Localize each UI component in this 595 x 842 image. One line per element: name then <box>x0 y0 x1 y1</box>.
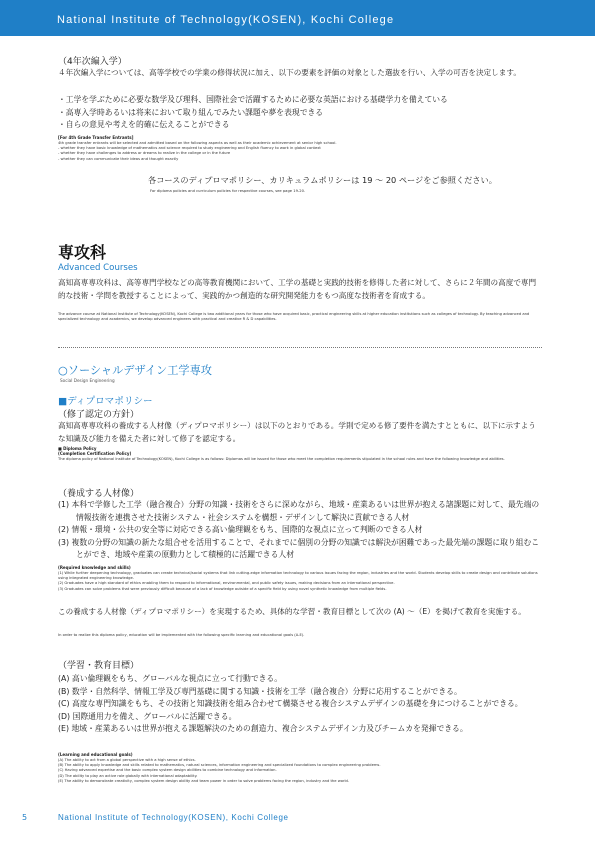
human-en-list <box>58 571 542 592</box>
list-item: (3) 複数の分野の知識の新たな組合せを活用することで、それまでに個別の分野の知識では解決が困難であった最先端の課題に取り組むことができ、地域や産業の原動力として積極的に活躍できる人材 <box>58 537 540 560</box>
human-conclusion: この養成する人材像（ディプロマポリシー）を実現するため、具体的な学習・教育目標として次の (A) 〜（E）を掲げて教育を実施する。 <box>58 607 526 616</box>
list-item: ・自らの意見や考えを的確に伝えることができる <box>58 120 230 130</box>
transfer-en-heading: [For 4th Grade Transfer Entrants] <box>58 135 134 140</box>
list-item: (3) Graduates can solve problems that were previously difficult because of a lack of knowledge outside of a specific field by using novel synthetic knowledge from multiple fields. <box>58 586 387 591</box>
text-line: - whether they can communicate their ideas and thought exactly <box>58 156 179 161</box>
advanced-subtitle: Advanced Courses <box>58 263 138 273</box>
goals-en-list <box>58 758 542 784</box>
footer-title: National Institute of Technology(KOSEN), Kochi College <box>58 813 289 822</box>
list-item: (C) 高度な専門知識をもち、その技術と知識技術を組み合わせて構築させる複合システムデザインの基礎を身につけることができる。 <box>58 699 523 709</box>
text-line: - whether they have challenges to address or dreams to realize in the college or in the future <box>58 151 231 156</box>
list-item: (E) 地域・産業あるいは世界が抱える課題解決のための創造力、複合システムデザイン力及びチームカを発揮できる。 <box>58 724 468 734</box>
list-item: ・高専入学時あるいは将来において取り組んでみたい課題や夢を表現できる <box>58 107 324 117</box>
policy-reference-en: For diploma policies and curriculum policies for respective courses, see page 19-20. <box>150 189 306 193</box>
list-item: (B) 数学・自然科学、情報工学及び専門基礎に関する知識・技術を工学（融合複合）分野に応用することができる。 <box>58 686 462 696</box>
diploma-text: 高知高専専攻科の養成する人材像（ディプロマポリシー）は以下のとおりである。学則で定める修了要件を満たすとともに、以下に示すような知識及び能力を備えた者に対して修了を認定する。 <box>58 421 536 443</box>
list-item: (A) 高い倫理観をもち、グローバルな視点に立って行動できる。 <box>58 674 283 683</box>
advanced-description: 高知高専専攻科は、高等専門学校などの高等教育機関において、工学の基礎と実践的技術を修得した者に対して、さらに２年間の高度で専門的な技術・学問を教授することによって、実践的かつ創造的な研究開発能力をもつ高度な技術者を育成する。 <box>58 278 537 300</box>
text-line: 4th grade transfer entrants will be selected and admitted based on the following aspects as well as their academic achievement at senior high school. <box>58 141 337 145</box>
divider <box>58 347 542 348</box>
dept-subtitle: Social Design Engineering <box>60 378 115 383</box>
list-item: (1) While further deepening technology, graduates can create technical/social systems that link cutting-edge information technology to various issues facing the region, industries and the world. Students develop skills to create design and contribute solutions using integrated engineering knowledge. <box>58 571 538 581</box>
list-item: (A) The ability to act from a global perspective with a high sense of ethics. <box>58 758 196 762</box>
goals-list <box>58 673 542 736</box>
header-title: National Institute of Technology(KOSEN), Kochi College <box>57 14 395 26</box>
diploma-subheading: （修了認定の方針） <box>58 410 140 420</box>
transfer-intro: ４年次編入学については、高等学校での学業の修得状況に加え、以下の要素を評価の対象とした選抜を行い、入学の可否を決定します。 <box>58 68 521 77</box>
list-item: ・工学を学ぶために必要な数学及び理科、国際社会で活躍するために必要な英語における基礎学力を備えている <box>58 95 448 104</box>
diploma-en-heading: ■ Diploma Policy <box>58 446 97 451</box>
policy-reference: 各コースのディプロマポリシー、カリキュラムポリシーは 19 〜 20 ページをご参照ください。 <box>148 175 497 185</box>
transfer-en-list <box>58 141 542 162</box>
text-line: - whether they have basic knowledge of mathematics and science required to study engineering and English fluency to work in global context <box>58 146 321 151</box>
page-number: 5 <box>22 813 28 822</box>
transfer-bullets <box>58 94 542 132</box>
diploma-text-en: The diploma policy of National Institute of Technology(KOSEN), Kochi College is as follows: Diplomas will be issued for those who meet the completion requirements stipulated in the school rules and have the following knowledge and abilities. <box>58 457 505 461</box>
list-item: (B) The ability to apply knowledge and skills related to mathematics, natural sciences, information engineering and specialized foundations to complex engineering problems. <box>58 763 381 768</box>
diploma-en-subheading: (Completion Certification Policy) <box>58 451 132 456</box>
list-item: (D) 国際通用力を備え、グローバルに活躍できる。 <box>58 711 237 721</box>
list-item: (2) Graduates have a high standard of ethics enabling them to respond to informational, environmental, and public safety issues, making decisions from an international perspective. <box>58 581 395 586</box>
human-en-heading: (Required knowledge and skills) <box>58 565 131 570</box>
transfer-heading: （4年次編入学） <box>58 57 127 67</box>
header-bar <box>0 0 595 36</box>
diploma-heading: ■ディプロマポリシー <box>58 396 153 407</box>
dept-title: ○ソーシャルデザイン工学専攻 <box>58 364 212 377</box>
list-item: (E) The ability to demonstrate creativity, complex system design ability and team power in order to solve problems facing the region, industry and the world. <box>58 778 350 783</box>
list-item: (1) 本科で学修した工学（融合複合）分野の知識・技術をさらに深めながら、地域・産業あるいは世界が抱える諸課題に対して、最先端の情報技術を連携させた技術システム・社会システムを構想・デザインして解決に貢献できる人材 <box>58 500 540 522</box>
advanced-title: 専攻科 <box>58 243 107 262</box>
goals-en-heading: (Learning and educational goals) <box>58 752 133 757</box>
list-item: (2) 情報・環境・公共の安全等に対応できる高い倫理観をもち、国際的な視点に立って判断のできる人材 <box>58 525 423 535</box>
goals-heading: （学習・教育目標） <box>58 661 140 671</box>
list-item: (D) The ability to play an active role globally with international adaptability. <box>58 773 198 778</box>
human-list <box>58 499 542 562</box>
advanced-description-en: The advance course at National Institute of Technology(KOSEN), Kochi College is two additional years for those who have acquired basic, practical engineering skills at higher education institutions such as colleges of technology. By teaching advanced and specialized technology and academics, we develop advanced engineers with practical and creative R & D capabilities. <box>58 312 530 322</box>
human-heading: （養成する人材像） <box>58 489 140 499</box>
list-item: (C) Having advanced expertise and the basic complex system design abilities to combine technology and information. <box>58 768 277 773</box>
human-conclusion-en: In order to realize this diploma policy, education will be implemented with the following specific learning and educational goals (A-E). <box>58 633 305 637</box>
